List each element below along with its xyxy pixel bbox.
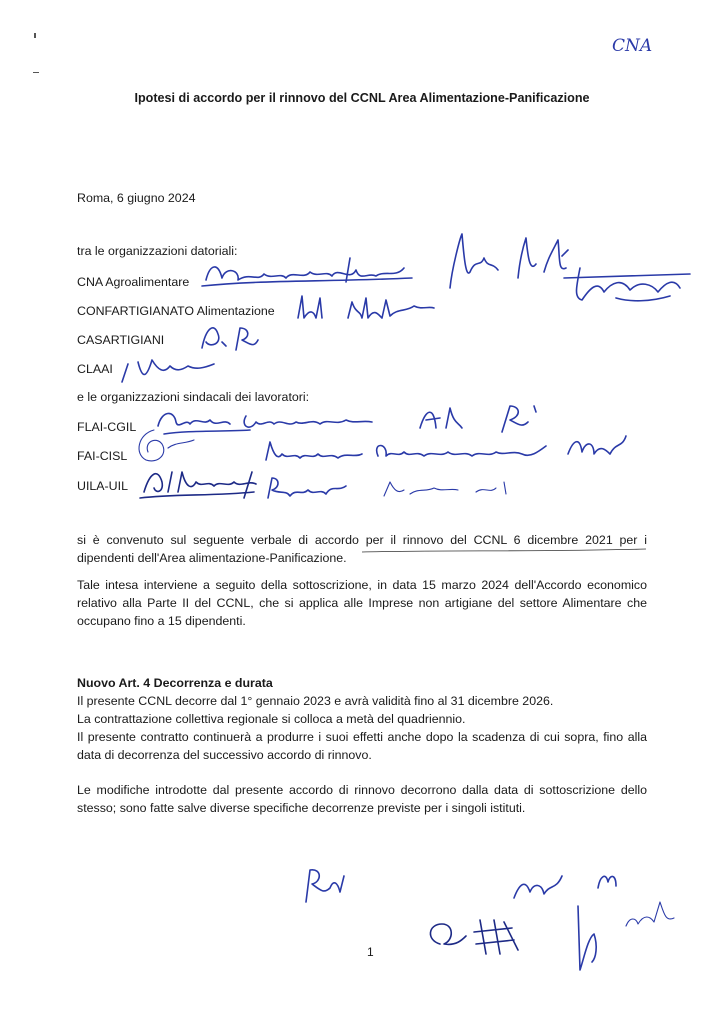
- paragraph-context: Tale intesa interviene a seguito della sottoscrizione, in data 15 marzo 2024 dell'Accordo economico relativo alla Parte II del CCNL, che si applica alle Imprese non artigiane del settore Alimentare che occupano fino a 15 dipendenti.: [77, 578, 647, 628]
- initials-bottom-4: [420, 910, 540, 960]
- initials-bottom-3: [592, 868, 622, 892]
- initials-bottom-1: [296, 862, 356, 906]
- handwritten-cna-mark: CNA: [612, 36, 653, 56]
- margin-mark: [33, 72, 39, 73]
- signature-casartigiani: [188, 318, 268, 354]
- article-line-3: Il presente contratto continuerà a produrre i suoi effetti anche dopo la scadenza di cui sopra, fino alla data di decorrenza del successivo accordo di rinnovo.: [77, 730, 647, 762]
- unions-intro: e le organizzazioni sindacali dei lavoratori:: [77, 390, 310, 404]
- page-number: 1: [367, 945, 374, 959]
- employer-claai: CLAAI: [77, 362, 113, 376]
- employers-intro: tra le organizzazioni datoriali:: [77, 244, 238, 258]
- signature-strike-line: [360, 546, 650, 556]
- signature-uila-uil: [134, 462, 264, 502]
- article-heading: Nuovo Art. 4 Decorrenza e durata: [77, 676, 273, 690]
- signature-uila-uil-3: [380, 476, 520, 500]
- union-uila-uil: UILA-UIL: [77, 479, 128, 493]
- employer-casartigiani: CASARTIGIANI: [77, 333, 165, 347]
- signature-fai-cisl-initials: [564, 428, 634, 462]
- signature-cna: [200, 252, 430, 292]
- signature-confartigianato-side: [560, 258, 700, 308]
- signature-claai: [118, 352, 228, 386]
- signature-fai-cisl: [260, 432, 560, 468]
- union-flai-cgil: FLAI-CGIL: [77, 420, 137, 434]
- signature-uila-uil-2: [262, 470, 352, 502]
- union-fai-cisl: FAI-CISL: [77, 449, 128, 463]
- article-line-1: Il presente CCNL decorre dal 1° gennaio 2023 e avrà validità fino al 31 dicembre 2026.: [77, 694, 554, 708]
- initials-bottom-6: [620, 896, 680, 932]
- employer-cna: CNA Agroalimentare: [77, 275, 190, 289]
- document-title: Ipotesi di accordo per il rinnovo del CCNL Area Alimentazione-Panificazione: [134, 91, 590, 105]
- employer-confartigianato: CONFARTIGIANATO Alimentazione: [77, 304, 275, 318]
- place-date: Roma, 6 giugno 2024: [77, 191, 196, 205]
- margin-mark: [34, 33, 36, 38]
- initials-bottom-2: [508, 870, 568, 904]
- signature-confartigianato: [290, 288, 440, 328]
- paragraph-agreement: si è convenuto sul seguente verbale di accordo per il rinnovo del CCNL 6 dicembre 2021 per i dipendenti dell'Area alimentazione-Panificazione.: [77, 533, 647, 565]
- paragraph-modifications: Le modifiche introdotte dal presente accordo di rinnovo decorrono dalla data di sottoscrizione dello stesso; sono fatte salve diverse specifiche decorrenze previste per i singoli istituti.: [77, 783, 647, 815]
- initials-bottom-5: [566, 898, 606, 978]
- article-line-2: La contrattazione collettiva regionale si colloca a metà del quadriennio.: [77, 712, 466, 726]
